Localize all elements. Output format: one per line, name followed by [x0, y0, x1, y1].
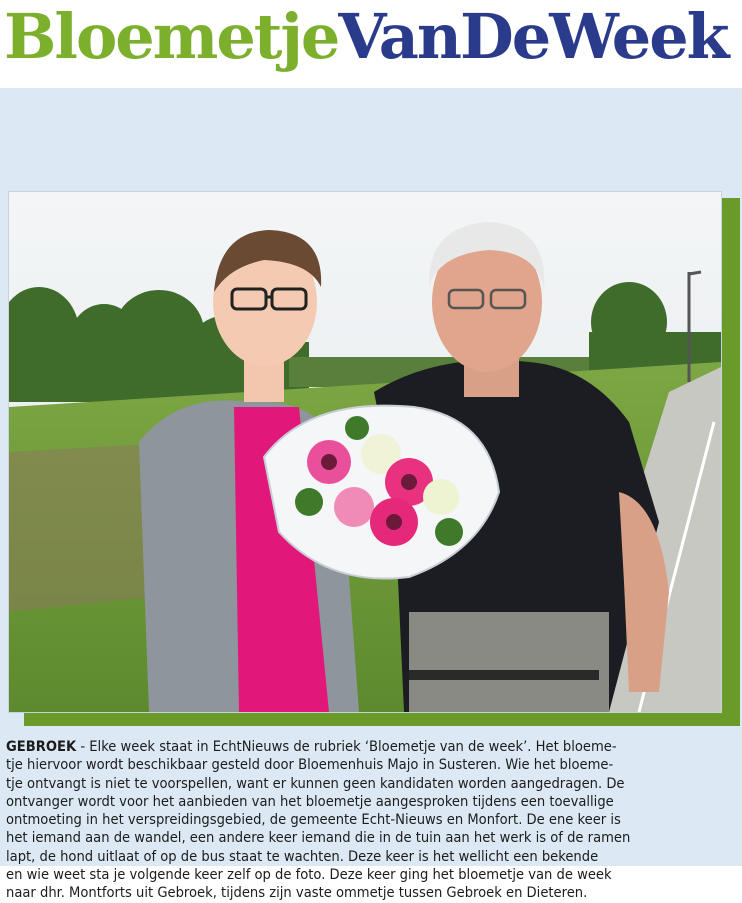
article-line: GEBROEK - Elke week staat in EchtNieuws de rubriek ‘Bloemetje van de week’. Het bloeme-	[6, 738, 617, 755]
article-panel	[0, 88, 742, 902]
article-line: en wie weet sta je volgende keer zelf op de foto. Deze keer ging het bloemetje van de week	[6, 866, 612, 884]
photo-illustration	[9, 192, 721, 712]
article-dateline: GEBROEK	[6, 738, 77, 755]
masthead-title	[4, 2, 728, 72]
article-text	[6, 738, 736, 903]
article-line: ontvanger wordt voor het aanbieden van het bloemetje aangesproken tijdens een toevallige	[6, 792, 614, 810]
masthead-title-part2: VanDeWeek	[338, 0, 728, 73]
article-line: naar dhr. Montforts uit Gebroek, tijdens zijn vaste ommetje tussen Gebroek en Dieteren.	[6, 884, 588, 902]
article-line: het iemand aan de wandel, een andere keer iemand die in de tuin aan het werk is of de ramen	[6, 829, 631, 847]
article-line: tje hiervoor wordt beschikbaar gesteld door Bloemenhuis Majo in Susteren. Wie het bloeme-	[6, 756, 614, 774]
article-line: lapt, de hond uitlaat of op de bus staat te wachten. Deze keer is het wellicht een bekende	[6, 847, 599, 865]
masthead-title-part1: Bloemetje	[4, 0, 339, 73]
article-line: ontmoeting in het verspreidingsgebied, de gemeente Echt-Nieuws en Monfort. De ene keer is	[6, 811, 621, 829]
article-photo	[8, 191, 722, 713]
article-line: tje ontvangt is niet te voorspellen, want er kunnen geen kandidaten worden aangedragen. De	[6, 774, 625, 792]
masthead	[0, 0, 742, 88]
